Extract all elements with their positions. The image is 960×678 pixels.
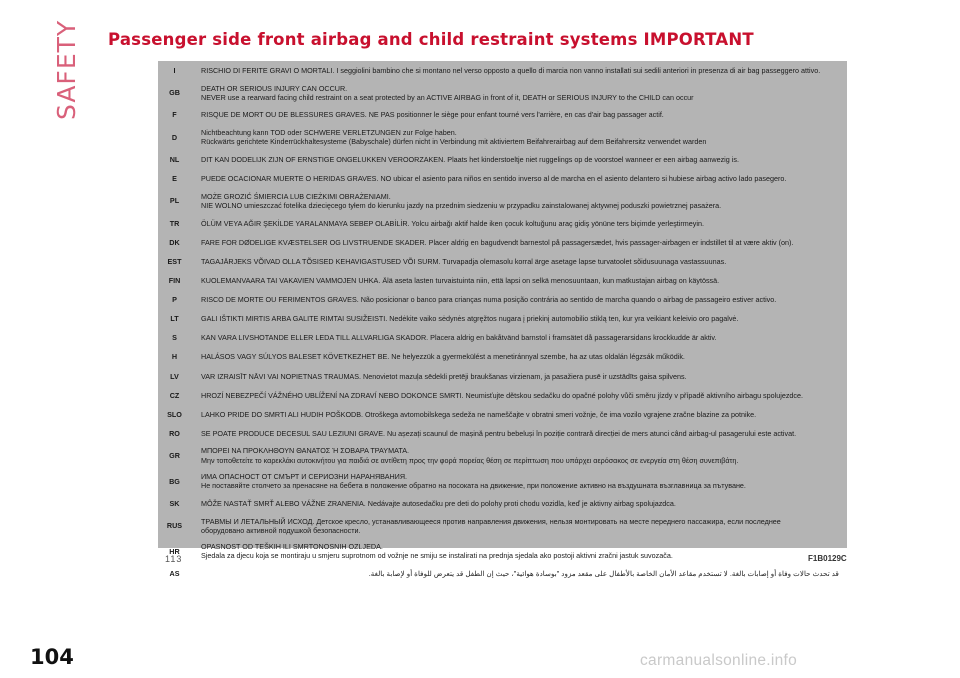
language-code: I [173, 65, 176, 75]
language-code: S [172, 333, 177, 343]
warning-line: MOŻE GROZIĆ ŚMIERCIA LUB CIEŻKIMI OBRAŻENIAMI. [201, 191, 391, 201]
warning-line: HALÁSOS VAGY SÚLYOS BALESET KÖVETKEZHET BE. Ne helyezzük a gyermekülést a menetiránnyal szembe, ha az utas oldalán légzsák működik. [201, 352, 685, 362]
table-row [158, 214, 847, 233]
table-row [158, 367, 847, 386]
language-code: H [171, 352, 178, 362]
warning-text [191, 469, 847, 495]
language-code: E [172, 174, 177, 184]
table-row [158, 424, 847, 443]
warning-line: Μην τοποθετείτε το καρεκλάκι αυτοκινήτου για παιδιά σε αντίθετη προς την φορά πορείας θέση σε περίπτωση που υπάρχει αερόσακος σε ενεργεία στη θέση συνεπιβάτη. [201, 455, 739, 465]
warning-line: LAHKO PRIDE DO SMRTI ALI HUDIH POŠKODB. Otroškega avtomobilskega sedeža ne nameščajte v obratni smeri vožnje, če ima vozilo vgrajene zračne blazine za potnike. [201, 409, 757, 419]
warning-line: Не поставяйте столчето за пренасяне на бебета в положение обратно на посоката на движение, при положение активно на въздушната възглавница за пътуване. [201, 481, 746, 491]
language-code: GB [169, 88, 180, 98]
warning-line: RISCO DE MORTE OU FERIMENTOS GRAVES. Não posicionar o banco para crianças numa posição contrária ao sentido de marcha quando o airbag de passageiro estiver activo. [201, 295, 777, 305]
table-row [158, 188, 847, 214]
figure-id: F1B0129C [808, 554, 847, 563]
warning-text [191, 252, 847, 271]
table-row [158, 513, 847, 539]
warning-text [191, 290, 847, 309]
warning-text [191, 424, 847, 443]
warning-line: Rückwärts gerichtete Kinderrückhaltesysteme (Babyschale) dürfen nicht in Verbindung mit aktiviertem Beifahrerairbag auf dem Beifahrersitz verwendet warden [201, 137, 707, 147]
language-code: SLO [167, 409, 182, 419]
warning-line: RISQUE DE MORT OU DE BLESSURES GRAVES. NE PAS positionner le siège pour enfant tourné vers l'arrière, en cas d'air bag passager actif. [201, 110, 664, 120]
warning-text [191, 494, 847, 513]
language-code: BG [169, 476, 180, 486]
table-row [158, 80, 847, 106]
warning-text [191, 80, 847, 106]
warning-line: DEATH OR SERIOUS INJURY CAN OCCUR. [201, 83, 348, 93]
language-code: TR [169, 218, 180, 228]
table-row [158, 443, 847, 469]
language-code: RUS [166, 521, 183, 531]
table-row [158, 348, 847, 367]
language-code: RO [169, 428, 180, 438]
warning-line: Sjedala za djecu koja se montiraju u smjeru suprotnom od vožnje ne smiju se instalirati na prednja sjedala ako postoji aktivni zračni jastuk suvozača. [201, 551, 673, 561]
table-row [158, 125, 847, 151]
table-row [158, 290, 847, 309]
language-code: P [172, 295, 177, 305]
figure-reference: 113 [165, 554, 183, 564]
warning-text [191, 443, 847, 469]
warning-line: PUEDE OCACIONAR MUERTE O HERIDAS GRAVES. NO ubicar el asiento para niños en sentido inverso al de marcha en el asiento delantero si hubiese airbag activo lado pasegero. [201, 174, 787, 184]
language-code: CZ [169, 390, 180, 400]
table-row [158, 564, 847, 583]
warning-text [191, 309, 847, 328]
warning-text [191, 169, 847, 188]
warning-text [191, 367, 847, 386]
page-title: Passenger side front airbag and child restraint systems IMPORTANT [108, 30, 754, 49]
warning-text [191, 348, 847, 367]
language-code: D [171, 132, 178, 142]
table-row [158, 539, 847, 565]
warning-text [191, 125, 847, 151]
warning-text [191, 386, 847, 405]
warning-line: ТРАВМЫ И ЛЕТАЛЬНЫЙ ИСХОД. Детское кресло, устанавливающееся против направления движения, нельзя монтировать на месте переднего пассажира, если последнее [201, 516, 781, 526]
warning-line: HROZÍ NEBEZPEČÍ VÁŽNÉHO UBLÍŽENÍ NA ZDRAVÍ NEBO DOKONCE SMRTI. Neumisťujte dětskou sedačku do opačné polohy vůči směru jízdy v případě aktivního airbagu spolujezdce. [201, 390, 804, 400]
language-code: EST [167, 256, 182, 266]
warning-text [191, 405, 847, 424]
warning-line: KAN VARA LIVSHOTANDE ELLER LEDA TILL ALLVARLIGA SKADOR. Placera aldrig en bakåtvänd barnstol i framsätet då passagerarsidans krockkudde är aktiv. [201, 333, 717, 343]
table-row [158, 405, 847, 424]
language-code: SK [169, 498, 180, 508]
warning-text [191, 513, 847, 539]
language-code: AS [169, 568, 180, 578]
table-row [158, 169, 847, 188]
language-code: FIN [168, 276, 181, 286]
table-row [158, 233, 847, 252]
warning-text [191, 233, 847, 252]
warning-line: оборудовано активной подушкой безопасности. [201, 525, 361, 535]
warning-text [191, 214, 847, 233]
warning-line: NIE WOLNO umieszczać fotelika dziecięcego tyłem do kierunku jazdy na przednim siedzeniu w przypadku zainstalowanej aktywnej poduszki powietrznej pasażera. [201, 201, 722, 211]
table-row [158, 494, 847, 513]
warning-text [191, 150, 847, 169]
page-number: 104 [30, 645, 74, 669]
warning-line: Nichtbeachtung kann TOD oder SCHWERE VERLETZUNGEN zur Folge haben. [201, 128, 457, 138]
language-code: HR [169, 546, 180, 556]
watermark: carmanualsonline.info [640, 652, 798, 669]
warning-line: VAR IZRAISĪT NĀVI VAI NOPIETNAS TRAUMAS. Nenovietot mazuļa sēdekli pretēji braukšanas virzienam, ja pasažiera pusē ir uzstādīts gaisa spilvens. [201, 371, 687, 381]
warning-line: ИМА ОПАСНОСТ ОТ СМЪРТ И СЕРИОЗНИ НАРАНЯВАНИЯ. [201, 471, 408, 481]
warning-line: قد تحدث حالات وفاة أو إصابات بالغة. لا تستخدم مقاعد الأمان الخاصة بالأطفال على مقعد مزود "بوسادة هوائية"، حيث إن الطفل قد يتعرض للوفاة أو لإصابة بالغة. [368, 568, 839, 578]
language-code: DK [169, 237, 180, 247]
warning-table [158, 61, 847, 583]
warning-text [191, 188, 847, 214]
table-row [158, 309, 847, 328]
language-code: PL [169, 196, 180, 206]
warning-text [191, 106, 847, 125]
language-code: LT [170, 314, 179, 324]
language-code: F [172, 110, 177, 120]
warning-line: DIT KAN DODELIJK ZIJN OF ERNSTIGE ONGELUKKEN VEROORZAKEN. Plaats het kinderstoeltje niet ruggelings op de voorstoel wanneer er een airbag aanwezig is. [201, 155, 739, 165]
table-row [158, 386, 847, 405]
warning-line: OPASNOST OD TEŠKIH ILI SMRTONOSNIH OZLJEDA. [201, 542, 383, 552]
section-label: SAFETY [52, 19, 81, 120]
warning-text [191, 539, 847, 565]
warning-text [191, 61, 847, 80]
warning-line: RISCHIO DI FERITE GRAVI O MORTALI. I seggiolini bambino che si montano nel verso opposto a quello di marcia non vanno installati sui sedili anteriori in presenza di air bag passeggero attivo. [201, 65, 821, 75]
language-code: GR [169, 451, 180, 461]
warning-line: NEVER use a rearward facing child restraint on a seat protected by an ACTIVE AIRBAG in front of it, DEATH or SERIOUS INJURY to the CHILD can occur [201, 92, 694, 102]
warning-line: TAGAJÄRJEKS VÕIVAD OLLA TÕSISED KEHAVIGASTUSED VÕI SURM. Turvapadja olemasolu korral ärge asetage lapse turvatoolet sõidusuunaga vastassuunas. [201, 256, 727, 266]
warning-line: GALI IŠTIKTI MIRTIS ARBA GALITE RIMTAI SUSIŽEISTI. Nedėkite vaiko sėdynės atgręžtos nugara į priekinį automobilio stiklą ten, kur yra veikiant keleivio oro pagalvė. [201, 314, 739, 324]
warning-text [191, 271, 847, 290]
language-code: NL [169, 155, 180, 165]
warning-text [191, 328, 847, 347]
table-row [158, 106, 847, 125]
warning-line: ΜΠΟΡΕΙ ΝΑ ΠΡΟΚΛΗΘΟΥΝ ΘΑΝΑΤΟΣ Ή ΣΟΒΑΡΑ ΤΡΑΥΜΑΤΑ. [201, 446, 409, 456]
warning-line: MÔŽE NASTAŤ SMRŤ ALEBO VÁŽNE ZRANENIA. Nedávajte autosedačku pre deti do polohy proti chodu vozidla, keď je aktivny airbag spolujazdca. [201, 498, 676, 508]
table-row [158, 252, 847, 271]
warning-line: FARE FOR DØDELIGE KVÆSTELSER OG LIVSTRUENDE SKADER. Placer aldrig en bagudvendt barnestol på passagersædet, hvis passager-airbagen er indstillet til at være aktiv (on). [201, 237, 794, 247]
table-row [158, 328, 847, 347]
table-row [158, 61, 847, 80]
warning-line: ÖLÜM VEYA AĞIR ŞEKİLDE YARALANMAYA SEBEP OLABİLİR. Yolcu airbağı aktif halde iken çocuk koltuğunu araç gidiş yönüne ters biçimde yerleştirmeyin. [201, 218, 704, 228]
table-row [158, 150, 847, 169]
warning-line: KUOLEMANVAARA TAI VAKAVIEN VAMMOJEN UHKA. Älä aseta lasten turvaistuinta niin, että lapsi on selkä menosuuntaan, kun matkustajan airbag on käytössä. [201, 276, 720, 286]
table-row [158, 271, 847, 290]
warning-text [191, 564, 847, 583]
warning-line: SE POATE PRODUCE DECESUL SAU LEZIUNI GRAVE. Nu așezați scaunul de mașină pentru bebeluși în poziție contrară direcției de mers atunci când airbag-ul pasagerului este activat. [201, 428, 797, 438]
language-code: LV [170, 371, 179, 381]
table-row [158, 469, 847, 495]
